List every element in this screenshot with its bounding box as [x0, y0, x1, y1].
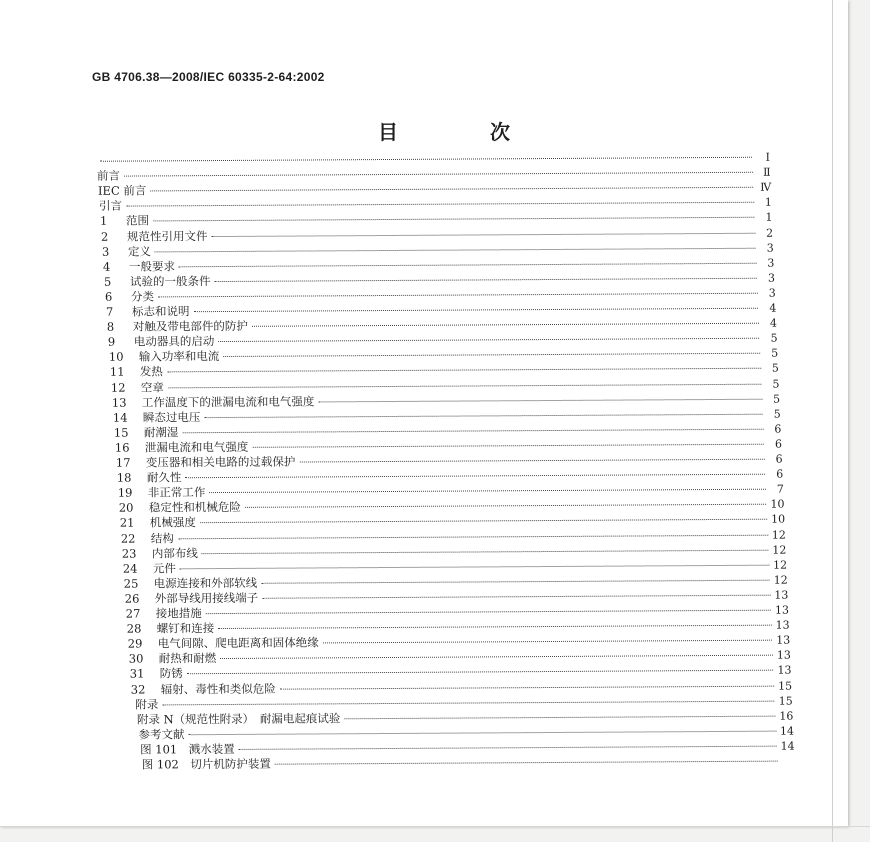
toc-page-number: 4	[769, 316, 777, 330]
toc-entry-label: 辐射、毒性和类似危险	[160, 681, 276, 696]
toc-leader-dots	[220, 654, 773, 659]
toc-entry-number: 9	[107, 334, 116, 349]
toc-entry-label: 发热	[139, 364, 163, 379]
toc-entry-label: 工作温度下的泄漏电流和电气强度	[141, 394, 315, 410]
toc-page-number: 10	[771, 512, 786, 527]
toc-leader-dots	[209, 488, 766, 493]
toc-page-number: 13	[775, 618, 790, 632]
toc-leader-dots	[158, 292, 758, 298]
toc-entry-label: 电源连接和外部软线	[153, 575, 258, 591]
toc-entry-number: 17	[115, 455, 131, 470]
toc-entry-label: 耐热和耐燃	[158, 651, 217, 666]
toc-entry-number: 4	[102, 259, 111, 274]
toc-entry-number: 19	[117, 485, 133, 500]
toc-leader-dots	[126, 201, 754, 207]
toc-entry-number: 1	[99, 214, 108, 229]
toc-leader-dots	[318, 397, 762, 402]
toc-entry-label: 耐潮湿	[143, 425, 179, 440]
toc-page-number: 12	[771, 528, 786, 542]
toc-page-number: Ⅰ	[765, 150, 771, 164]
toc-page-number: 14	[779, 724, 795, 738]
toc-entry-number: 15	[113, 425, 129, 440]
toc-leader-dots	[155, 246, 756, 252]
toc-entry-label: 变压器和相关电路的过载保护	[145, 454, 296, 470]
toc-leader-dots	[167, 367, 761, 373]
toc-page-number: 6	[775, 452, 783, 466]
toc-leader-dots	[344, 714, 775, 719]
standard-code: GB 4706.38—2008/IEC 60335-2-64:2002	[92, 70, 325, 84]
toc-leader-dots	[262, 594, 770, 599]
toc-leader-dots	[252, 443, 764, 448]
toc-page-number: 13	[774, 588, 789, 602]
toc-leader-dots	[153, 216, 755, 222]
toc-page-number: 15	[778, 694, 793, 708]
toc-leader-dots	[323, 639, 772, 644]
toc-entry-label: 引言	[98, 198, 123, 214]
toc-entry-label: 螺钉和连接	[156, 621, 215, 636]
toc-entry-number: 7	[105, 304, 114, 319]
toc-leader-dots	[252, 322, 759, 327]
toc-leader-dots	[185, 473, 765, 479]
toc-leader-dots	[150, 186, 753, 192]
toc-page-number: 13	[774, 603, 789, 617]
toc-entry-number: 21	[119, 515, 135, 531]
toc-entry-number: 5	[103, 274, 112, 289]
toc-entry-label: 耐久性	[146, 470, 182, 485]
toc-entry-number: 31	[129, 666, 145, 681]
toc-leader-dots	[100, 156, 752, 162]
toc-leader-dots	[223, 352, 760, 357]
toc-entry-number: 26	[124, 591, 140, 606]
toc-page-number: 13	[776, 648, 791, 662]
toc-entry-label: 输入功率和电流	[138, 349, 220, 364]
toc-page-number: Ⅱ	[763, 165, 771, 179]
toc-leader-dots	[193, 307, 758, 312]
toc-page-number: 1	[764, 195, 772, 209]
toc-entry-label: 附录 N（规范性附录） 耐漏电起痕试验	[136, 710, 341, 727]
toc-leader-dots	[162, 699, 774, 705]
toc-leader-dots	[275, 760, 777, 765]
toc-leader-dots	[182, 428, 763, 434]
toc-page-number: 6	[774, 422, 782, 436]
toc-entry-label: 电动器具的启动	[133, 334, 215, 349]
toc-page-number: 1	[765, 211, 773, 225]
toc-page-number: 5	[771, 346, 779, 360]
toc-entry-number: 10	[108, 349, 124, 365]
toc-entry-number: 14	[112, 410, 128, 425]
toc-leader-dots	[189, 729, 777, 735]
toc-entry-label: 附录	[135, 697, 159, 712]
page-title: 目 次	[378, 120, 546, 144]
toc-entry[interactable]	[142, 754, 796, 773]
toc-entry-label: 防锈	[159, 666, 183, 681]
toc-entry-label: 机械强度	[149, 515, 196, 530]
toc-leader-dots	[239, 745, 777, 750]
toc-page-number: 3	[766, 241, 774, 255]
toc-entry-number: 30	[128, 651, 144, 666]
toc-page-number: 7	[776, 482, 784, 496]
toc-entry-label: 结构	[150, 530, 174, 545]
toc-entry-number: 28	[126, 621, 142, 636]
toc-entry-label: 前言	[96, 168, 121, 183]
toc-leader-dots	[179, 261, 756, 267]
toc-page-number: 14	[780, 739, 795, 753]
toc-page-number: 6	[776, 467, 784, 481]
toc-entry-label: 图 101 溅水装置	[140, 741, 235, 757]
toc-leader-dots	[218, 337, 759, 342]
toc-page-number: 5	[773, 407, 781, 421]
toc-entry-label: 定义	[127, 244, 151, 259]
toc-entry-number: 25	[123, 576, 139, 591]
toc-leader-dots	[280, 684, 774, 689]
toc-page-number: 5	[770, 331, 778, 345]
toc-page-number: 12	[773, 558, 788, 572]
toc-page-number: 2	[766, 226, 774, 240]
toc-entry-label: 图 102 切片机防护装置	[141, 756, 271, 772]
toc-entry-label: 电气间隙、爬电距离和固体绝缘	[157, 635, 319, 651]
toc-page-number: 5	[773, 392, 781, 406]
toc-leader-dots	[204, 412, 762, 417]
toc-entry-label: 接地措施	[155, 606, 202, 621]
toc-entry-label: IEC 前言	[97, 183, 147, 198]
toc-page-number: 13	[776, 633, 791, 647]
page-edge-right	[832, 0, 833, 842]
toc-leader-dots	[214, 277, 757, 282]
page-edge-bottom	[0, 826, 870, 827]
toc-page-number: 5	[771, 362, 779, 376]
toc-entry-number: 3	[101, 244, 110, 259]
toc-entry-label: 瞬态过电压	[142, 409, 201, 425]
toc-entry-number: 23	[121, 546, 137, 561]
toc-entry-number: 13	[111, 395, 127, 410]
toc-page-number: 16	[779, 709, 794, 723]
toc-page-number: 5	[772, 377, 780, 391]
toc-leader-dots	[299, 458, 764, 463]
toc-page-number: Ⅳ	[760, 180, 772, 194]
toc-page-number: 12	[772, 543, 787, 557]
toc-entry-label: 范围	[125, 213, 150, 228]
toc-entry-number: 2	[100, 229, 109, 244]
toc-entry-number: 27	[125, 606, 141, 621]
toc-entry-label: 元件	[152, 560, 176, 576]
toc-leader-dots	[211, 231, 755, 236]
toc-leader-dots	[245, 503, 767, 508]
toc-leader-dots	[180, 563, 769, 569]
toc-entry-number: 11	[109, 365, 125, 380]
toc-entry-number: 18	[116, 470, 132, 485]
toc-leader-dots	[124, 171, 753, 177]
toc-entry-label: 一般要求	[128, 258, 175, 274]
toc-page-number: 15	[778, 679, 793, 693]
toc-page-number: 3	[768, 286, 776, 300]
toc-entry-label: 非正常工作	[147, 485, 206, 500]
toc-entry-number: 24	[122, 561, 138, 576]
toc-leader-dots	[218, 624, 771, 629]
toc-leader-dots	[187, 669, 774, 675]
toc-leader-dots	[200, 518, 767, 523]
toc-entry-label: 试验的一般条件	[129, 273, 211, 289]
toc-page-number: 6	[774, 437, 783, 451]
toc-page-number: 13	[777, 663, 792, 678]
toc-entry-number: 6	[104, 289, 113, 304]
toc-entry-number: 16	[114, 440, 130, 455]
toc-entry-number: 22	[120, 531, 136, 546]
toc-entry-label: 参考文献	[138, 727, 185, 742]
toc-entry-number: 29	[127, 636, 143, 651]
toc-leader-dots	[178, 533, 768, 539]
toc-entry-number: 32	[130, 681, 146, 697]
toc-entry-label: 对触及带电部件的防护	[132, 318, 248, 334]
toc-entry-label: 空章	[140, 379, 164, 395]
toc-entry-number: 8	[106, 319, 115, 334]
toc-entry-number: 12	[110, 380, 126, 395]
toc-entry-label: 标志和说明	[131, 304, 190, 319]
toc-page-number: 3	[767, 271, 776, 285]
toc-leader-dots	[202, 548, 769, 553]
toc-leader-dots	[206, 609, 771, 614]
toc-entry-number: 20	[118, 500, 134, 515]
toc-leader-dots	[261, 578, 769, 583]
toc-entry-label: 内部布线	[151, 545, 198, 561]
toc-entry-label: 稳定性和机械危险	[148, 500, 241, 515]
toc-entry-label: 泄漏电流和电气强度	[144, 439, 249, 455]
toc-leader-dots	[168, 382, 762, 388]
toc-entry-label: 规范性引用文件	[126, 228, 208, 244]
toc-entry-label: 外部导线用接线端子	[154, 590, 259, 606]
toc-entry-label: 分类	[130, 289, 154, 304]
toc-page-number: 3	[767, 256, 775, 270]
toc-page-number: 4	[769, 301, 777, 315]
toc-page-number: 12	[773, 573, 788, 587]
toc-page-number: 10	[770, 497, 785, 511]
